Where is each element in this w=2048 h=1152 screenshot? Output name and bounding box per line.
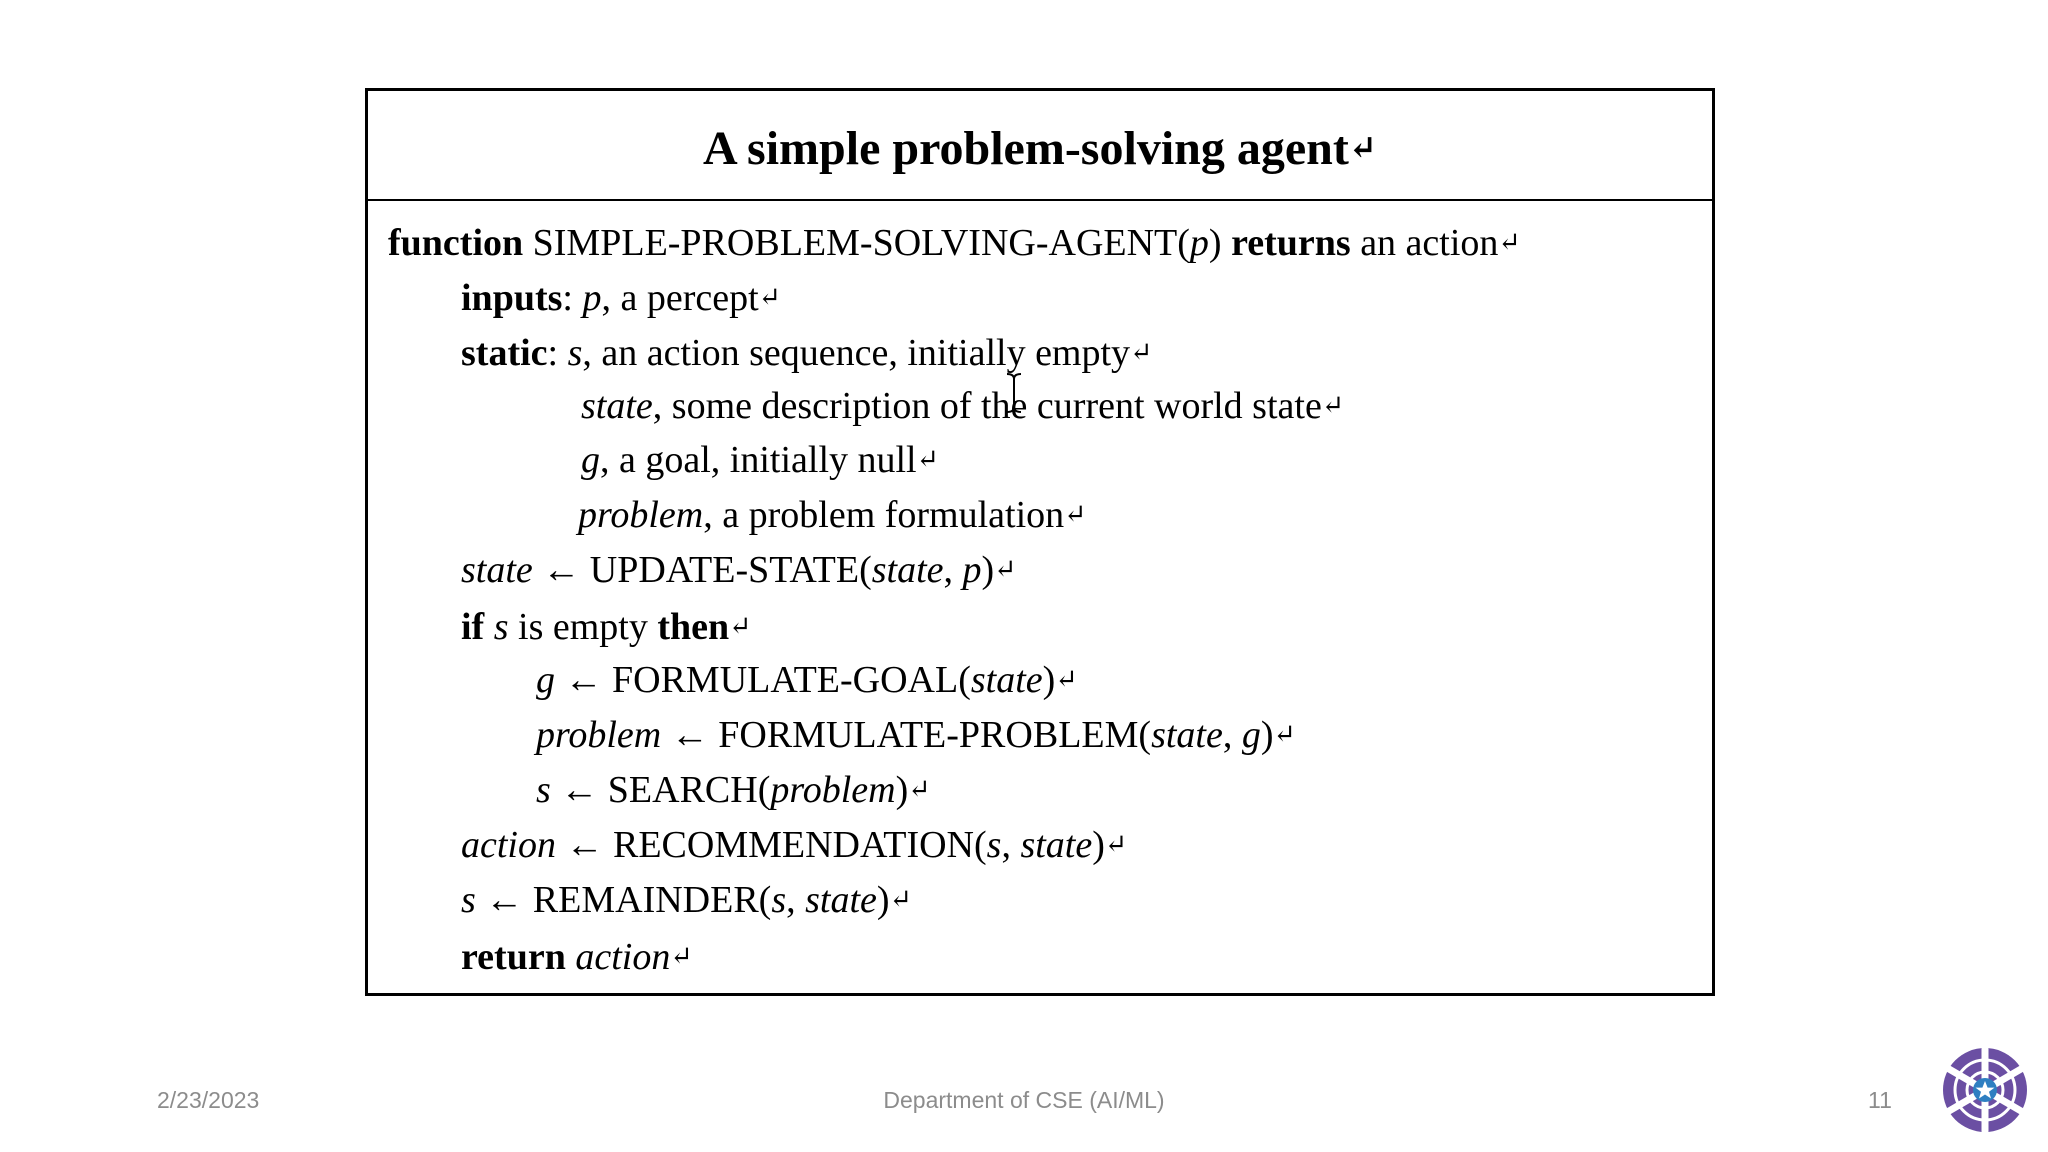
code-line-10: problem ← FORMULATE-PROBLEM(state, g)↵: [536, 714, 1296, 756]
code-line-5: g, a goal, initially null↵: [581, 439, 939, 481]
text-cursor-icon: [1004, 372, 1024, 414]
code-line-3: static: s, an action sequence, initially empty↵: [461, 332, 1153, 374]
university-emblem-icon: [1940, 1045, 2030, 1135]
code-line-12: action ← RECOMMENDATION(s, state)↵: [461, 824, 1128, 866]
footer-date: 2/23/2023: [157, 1087, 260, 1113]
footer-department: Department of CSE (AI/ML): [883, 1087, 1165, 1113]
code-line-1: function SIMPLE-PROBLEM-SOLVING-AGENT(p) returns an action↵: [388, 222, 1521, 264]
code-line-4: state, some description of the current world state↵: [581, 385, 1345, 427]
algorithm-figure: [365, 88, 1715, 996]
arrow-icon: ←: [485, 879, 524, 921]
code-line-6: problem, a problem formulation↵: [578, 494, 1087, 536]
arrow-icon: ←: [565, 824, 604, 866]
code-line-2: inputs: p, a percept↵: [461, 277, 781, 319]
code-line-7: state ← UPDATE-STATE(state, p)↵: [461, 549, 1017, 591]
arrow-icon: ←: [670, 714, 709, 756]
code-line-13: s ← REMAINDER(s, state)↵: [461, 879, 912, 921]
code-line-8: if s is empty then↵: [461, 606, 752, 648]
slide-number: 11: [1868, 1087, 1892, 1113]
arrow-icon: ←: [564, 659, 603, 701]
arrow-icon: ←: [542, 549, 581, 591]
code-line-14: return action↵: [461, 936, 693, 978]
return-mark: ↵: [1348, 129, 1377, 167]
arrow-icon: ←: [560, 769, 599, 811]
code-line-11: s ← SEARCH(problem)↵: [536, 769, 931, 811]
figure-title: A simple problem-solving agent↵: [703, 122, 1377, 175]
code-line-9: g ← FORMULATE-GOAL(state)↵: [536, 659, 1078, 701]
figure-title-band: [368, 91, 1712, 201]
